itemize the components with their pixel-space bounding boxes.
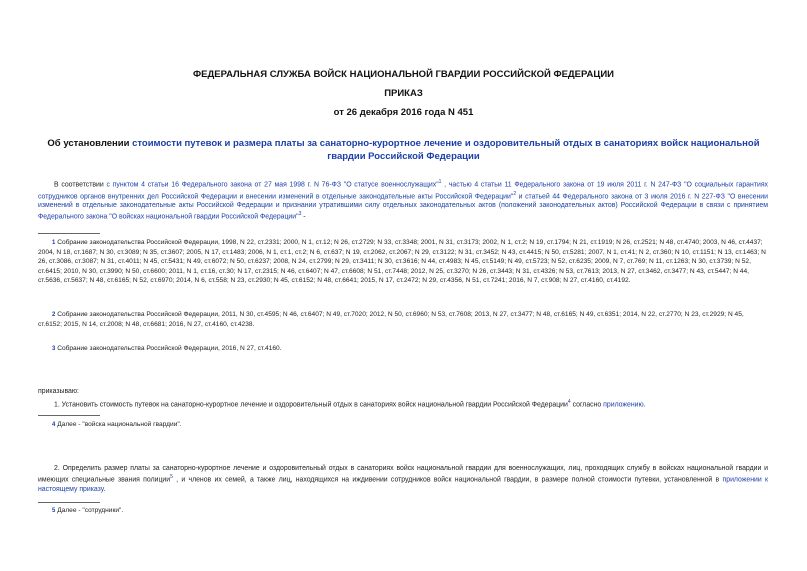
footnote-4 (38, 420, 768, 430)
order-item-1 (38, 398, 768, 410)
footnote-ref-5[interactable]: 5 (170, 474, 173, 481)
footnote-3 (38, 344, 768, 354)
item2-text: 2. Определить размер платы за санаторно-курортное лечение и оздоровительный отдых в санаториях войск национальной гвардии для военнослужащих, лиц, проходящих службу в войсках национальной гвардии и имеющих специальные звания полиции (38, 465, 768, 484)
agency-heading: ФЕДЕРАЛЬНАЯ СЛУЖБА ВОЙСК НАЦИОНАЛЬНОЙ ГВАРДИИ РОССИЙСКОЙ ФЕДЕРАЦИИ (193, 69, 614, 80)
footnote-ref-3[interactable]: 3 (298, 211, 302, 218)
preamble-tail: - (301, 213, 306, 221)
footnote-text: Собрание законодательства Российской Федерации, 2011, N 30, ст.4595; N 46, ст.6407; N 49, ст.7020; 2012, N 50, ст.6960; N 53, ст.7608; 2013, N 27, ст.3477; N 48, ст.6165; N 49, ст.6351; 2014, N 22, ст.2770; N 23, ст.2929; N 45, ст.6152; 2015, N 14, ст.2008; N 48, ст.6681; 2016, N 27, ст.4160, ст.4238. (38, 311, 744, 329)
footnote-text: Собрание законодательства Российской Федерации, 2016, N 27, ст.4160. (57, 345, 282, 352)
footnote-separator (38, 233, 100, 234)
item2-end: . (103, 485, 106, 493)
title-link[interactable]: стоимости путевок и размера платы за санаторно-курортное лечение и оздоровительный отдых в санаториях войск национальной гвардии Российской Федерации (132, 138, 760, 162)
footnote-1 (38, 238, 768, 285)
footnote-ref-2[interactable]: 2 (513, 190, 517, 197)
title-prefix: Об установлении (47, 138, 133, 149)
appendix-link-2[interactable]: приложении к настоящему приказу (38, 476, 769, 493)
footnote-mark: 5 (52, 508, 56, 514)
item1-text: 1. Установить стоимость путевок на санаторно-курортное лечение и оздоровительный отдых в санаториях войск национальной гвардии Российской Федерации (54, 401, 568, 409)
footnote-mark: 4 (52, 422, 56, 428)
item1-tail: согласно (570, 401, 604, 409)
footnote-ref-1[interactable]: 1 (438, 179, 442, 185)
item2-mid: , и членов их семей, а также лиц, находящихся на иждивении сотрудников войск национальной гвардии, в размере полной стоимости путевки, установленной в (172, 476, 723, 484)
order-word: приказываю: (38, 388, 79, 395)
footnote-mark: 2 (52, 312, 56, 318)
preamble-link-law-227[interactable]: и статьей 44 Федерального закона от 3 июля 2016 г. N 227-ФЗ "О внесении изменений в отдельные законодательные акты Российской Федерации и признании утратившими силу отдельных законодательных актов (положений законодательных актов) Российской Федерации в связи с принятием Федерального закона "О войсках национальной гвардии Российской Федерации" (38, 192, 768, 221)
footnote-separator (38, 502, 100, 503)
footnote-text: Собрание законодательства Российской Федерации, 1998, N 22, ст.2331; 2000, N 1, ст.12; N 26, ст.2729; N 33, ст.3348; 2001, N 31, ст.3173; 2002, N 1, ст.2; N 19, ст.1794; N 21, ст.1919; N 26, ст.2521; N 48, ст.4740; 2003, N 46, ст.4437; 2004, N 18, ст.1687; N 30, ст.3089; N 35, ст.3607; 2005, N 17, ст.1483; 2006, N 1, ст.1, ст.2; N 6, ст.637; N 19, ст.2062, ст.2067; N 29, ст.3122; N 31, ст.3452; N 43, ст.4415; N 50, ст.5281; 2007, N 1, ст.41; N 2, ст.360; N 10, ст.1151; N 13, ст.1463; N 26, ст.3086, ст.3087; N 31, ст.4011; N 45, ст.5431; N 49, ст.6072; N 50, ст.6237; 2008, N 24, ст.2799; N 29, ст.3411; N 30, ст.3616; N 44, ст.4983; N 45, ст.5149; N 49, ст.5723; N 52, ст.6235; 2009, N 7, ст.769; N 11, ст.1263; N 30, ст.3739; N 52, ст.6415; 2010, N 30, ст.3990; N 50, ст.6600; 2011, N 1, ст.16, ст.30; N 17, ст.2315; N 46, ст.6407; N 47, ст.6608; N 51, ст.7448; 2012, N 25, ст.3270; N 26, ст.3443; N 31, ст.4326; N 53, ст.7613; 2013, N 27, ст.3462, ст.3477; N 43, ст.5447; N 44, ст.5636, ст.5637; N 48, ст.6165; N 52, ст.6970; 2014, N 6, ст.558; N 23, ст.2930; N 45, ст.6152; N 48, ст.6641; 2015, N 17, ст.2472; N 29, ст.4356, N 51, ст.7241; 2016, N 7, ст.908; N 27, ст.4160, ст.4192. (38, 239, 766, 284)
footnote-ref-4[interactable]: 4 (567, 399, 571, 405)
footnote-mark: 1 (52, 240, 56, 246)
preamble-link-law-247[interactable]: , частью 4 статьи 11 Федерального закона от 19 июля 2011 г. N 247-ФЗ "О социальных гарантиях сотрудников органов внутренних дел Российской Федерации и внесении изменений в отдельные законодательные акты Российской Федерации" (38, 181, 769, 200)
footnote-mark: 3 (52, 346, 56, 352)
item1-end: . (643, 401, 646, 409)
footnote-2 (38, 310, 768, 329)
doc-type-heading: ПРИКАЗ (384, 88, 423, 99)
doc-date-number: от 26 декабря 2016 года N 451 (333, 107, 474, 118)
preamble-paragraph (38, 178, 768, 222)
appendix-link[interactable]: приложению (603, 401, 644, 409)
footnote-separator (38, 415, 100, 416)
order-item-2 (38, 464, 768, 494)
footnote-text: Далее - "войска национальной гвардии". (57, 421, 182, 428)
preamble-link-law-76[interactable]: с пунктом 4 статьи 16 Федерального закона от 27 мая 1998 г. N 76-ФЗ "О статусе военнослужащих" (106, 181, 439, 189)
footnote-text: Далее - "сотрудники". (57, 507, 124, 514)
document-title (40, 137, 767, 163)
footnote-5 (38, 506, 768, 516)
preamble-text-1: В соответствии (54, 181, 107, 189)
